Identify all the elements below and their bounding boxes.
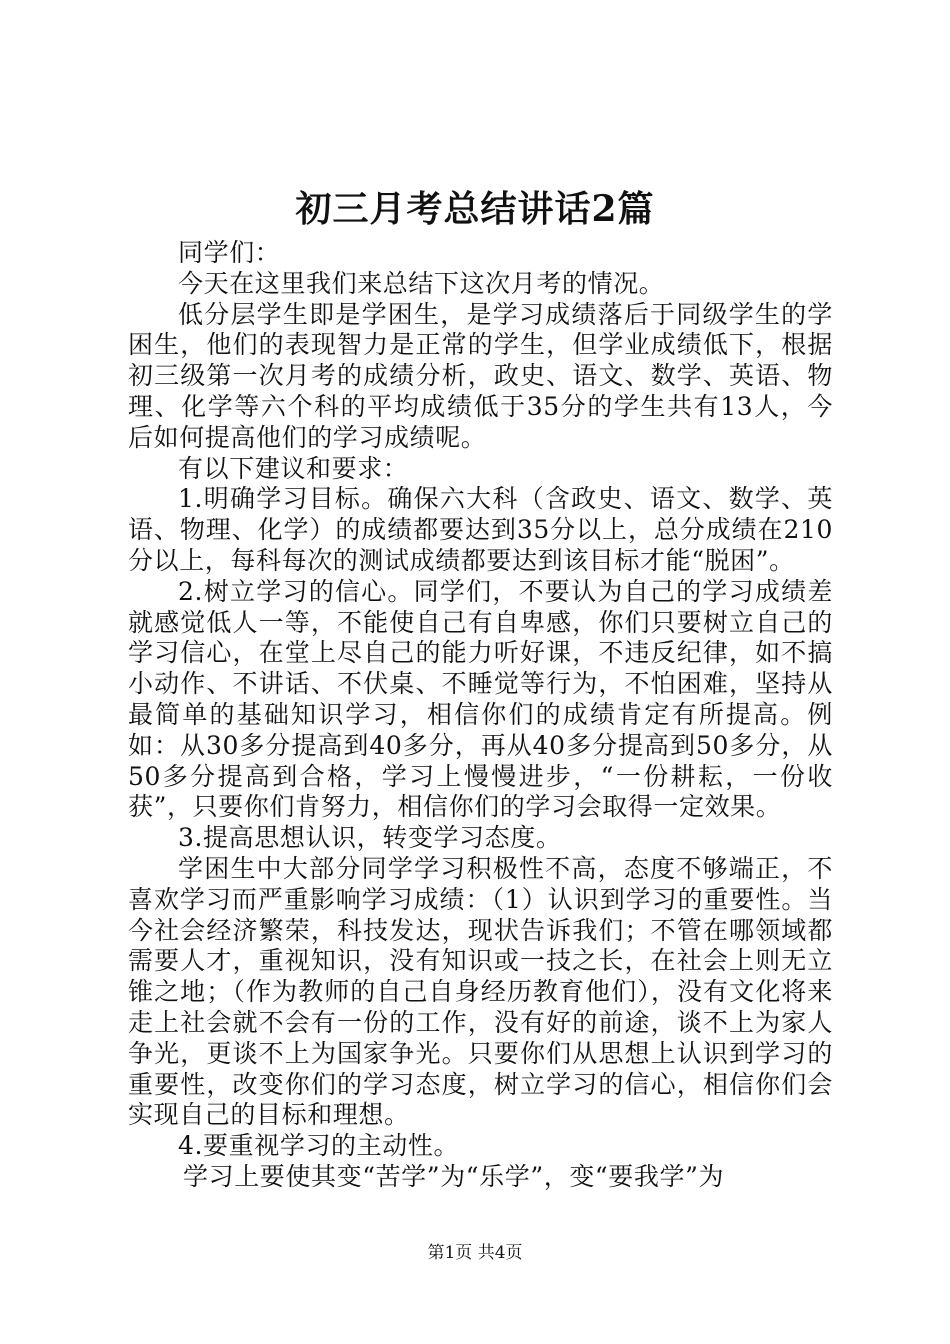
paragraph-item-2: 2.树立学习的信心。同学们，不要认为自己的学习成绩差就感觉低人一等，不能使自己有自卑感，你们只要树立自己的学习信心，在堂上尽自己的能力听好课，不违反纪律，如不搞小动作、不讲话、不伏桌、不睡觉等行为，不怕困难，坚持从最简单的基础知识学习，相信你们的成绩肯定有所提高。例如：从30多分提高到40多分，再从40多分提高到50多分，从50多分提高到合格，学习上慢慢进步，“一份耕耘，一份收获”，只要你们肯努力，相信你们的学习会取得一定效果。 — [128, 576, 833, 822]
paragraph-item-3-body: 学困生中大部分同学学习积极性不高，态度不够端正，不喜欢学习而严重影响学习成绩：（1）认识到学习的重要性。当今社会经济繁荣，科技发达，现状告诉我们；不管在哪领域都需要人才，重视知识，没有知识或一技之长，在社会上则无立锥之地；（作为教师的自己自身经历教育他们），没有文化将来走上社会就不会有一份的工作，没有好的前途，谈不上为家人争光，更谈不上为国家争光。只要你们从思想上认识到学习的重要性，改变你们的学习态度，树立学习的信心，相信你们会实现自己的目标和理想。 — [128, 853, 833, 1130]
paragraph-item-3-heading: 3.提高思想认识，转变学习态度。 — [178, 823, 562, 853]
paragraph-intro: 今天在这里我们来总结下这次月考的情况。 — [178, 268, 665, 298]
document-body — [128, 238, 833, 1193]
page-footer: 第1页 共4页 — [427, 1243, 523, 1263]
paragraph-item-4-body: 学习上要使其变“苦学”为“乐学”，变“要我学”为 — [183, 1161, 725, 1191]
paragraph-salutation: 同学们： — [178, 238, 281, 267]
paragraph-suggestions-heading: 有以下建议和要求： — [178, 453, 409, 483]
paragraph-analysis: 低分层学生即是学困生，是学习成绩落后于同级学生的学困生，他们的表现智力是正常的学生，但学业成绩低下，根据初三级第一次月考的成绩分析，政史、语文、数学、英语、物理、化学等六个科的平均成绩低于35分的学生共有13人，今后如何提高他们的学习成绩呢。 — [128, 299, 833, 452]
paragraph-item-4-heading: 4.要重视学习的主动性。 — [178, 1131, 460, 1161]
paragraph-item-1: 1.明确学习目标。确保六大科（含政史、语文、数学、英语、物理、化学）的成绩都要达到35分以上，总分成绩在210分以上，每科每次的测试成绩都要达到该目标才能“脱困”。 — [128, 484, 833, 575]
document-title: 初三月考总结讲话2篇 — [295, 188, 655, 230]
